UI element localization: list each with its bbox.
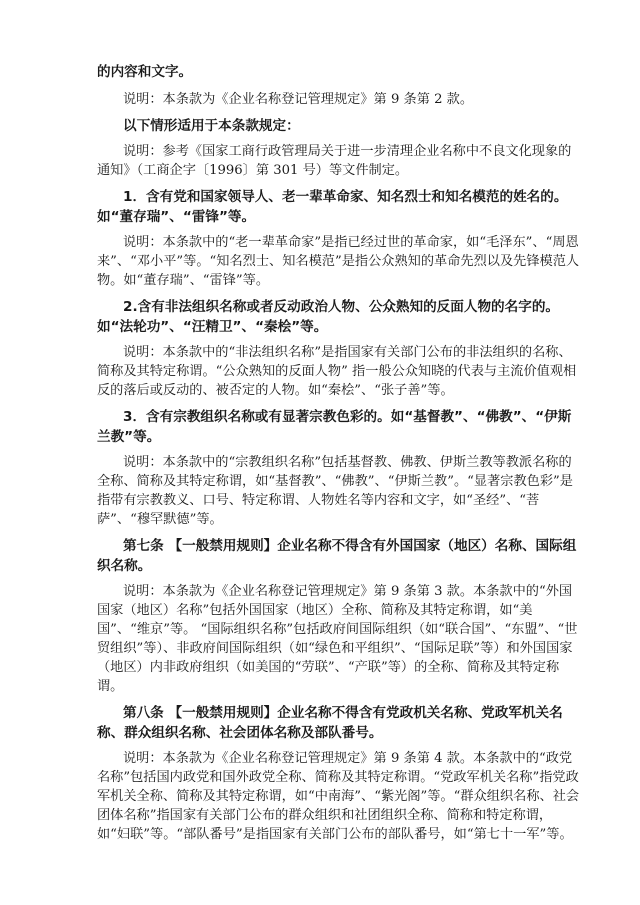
continuation-text: 的内容和文字。 <box>97 64 193 80</box>
article-8-heading: 第八条 【一般禁用规则】企业名称不得含有党政机关名称、党政军机关名称、群众组织名称、社会团体名称及部队番号。 <box>97 705 563 741</box>
rule-item-3: 3．含有宗教组织名称或有显著宗教色彩的。如“基督教”、“佛教”、“伊斯兰教”等。 <box>97 409 572 445</box>
note-paragraph: 说明：本条款为《企业名称登记管理规定》第 9 条第 3 款。本条款中的“外国国家（地区）名称”包括外国国家（地区）全称、简称及其特定称谓，如“美国”、“维京”等。 “国际组织名称”包括政府间国际组织（如“联合国”、“东盟”、“世贸组织”等）、非政府间国际组织（如“绿色和平组织”、“国际足联”等）和外国国家（地区）内非政府组织（如美国的“劳联”、“产联”等）的全称、简称及其特定称谓。 <box>97 584 578 694</box>
note-paragraph: 说明：本条款中的“老一辈革命家”是指已经过世的革命家，如“毛泽东”、“周恩来”、“邓小平”等。“知名烈士、知名模范”是指公众熟知的革命先烈以及先锋模范人物。如“董存瑞”、“雷锋”等。 <box>97 235 580 288</box>
article-7-heading: 第七条 【一般禁用规则】企业名称不得含有外国国家（地区）名称、国际组织名称。 <box>97 538 577 574</box>
note-paragraph: 说明：本条款为《企业名称登记管理规定》第 9 条第 2 款。 <box>123 92 474 107</box>
note-paragraph: 说明：本条款中的“宗教组织名称”包括基督教、佛教、伊斯兰教等教派名称的全称、简称及其特定称谓，如“基督教”、“佛教”、“伊斯兰教”。“显著宗教色彩”是指带有宗教教义、口号、特定称谓、人物姓名等内容和文字，如“圣经”、“菩萨”、“穆罕默德”等。 <box>97 455 573 527</box>
section-heading: 以下情形适用于本条款规定： <box>123 118 300 134</box>
rule-item-2: 2.含有非法组织名称或者反动政治人物、公众熟知的反面人物的名字的。如“法轮功”、“汪精卫”、“秦桧”等。 <box>97 299 560 335</box>
rule-item-1: 1．含有党和国家领导人、老一辈革命家、知名烈士和知名模范的姓名的。如“董存瑞”、“雷锋”等。 <box>97 189 568 225</box>
note-paragraph: 说明：本条款中的“非法组织名称”是指国家有关部门公布的非法组织的名称、简称及其特定称谓。“公众熟知的反面人物” 指一般公众知晓的代表与主流价值观相反的落后或反动的、被否定的人物。如“秦桧”、“张子善”等。 <box>97 345 577 398</box>
note-paragraph: 说明：本条款为《企业名称登记管理规定》第 9 条第 4 款。本条款中的“政党名称”包括国内政党和国外政党全称、简称及其特定称谓。“党政军机关名称”指党政军机关全称、简称及其特定称谓，如“中南海”、“紫光阁”等。“群众组织名称、社会团体名称”指国家有关部门公布的群众组织和社团组织全称、简称和特定称谓，如“妇联”等。“部队番号”是指国家有关部门公布的部队番号，如“第七十一军”等。 <box>97 751 580 842</box>
note-paragraph: 说明：参考《国家工商行政管理局关于进一步清理企业名称中不良文化现象的通知》（工商企字〔1996〕第 301 号）等文件制定。 <box>97 144 572 178</box>
